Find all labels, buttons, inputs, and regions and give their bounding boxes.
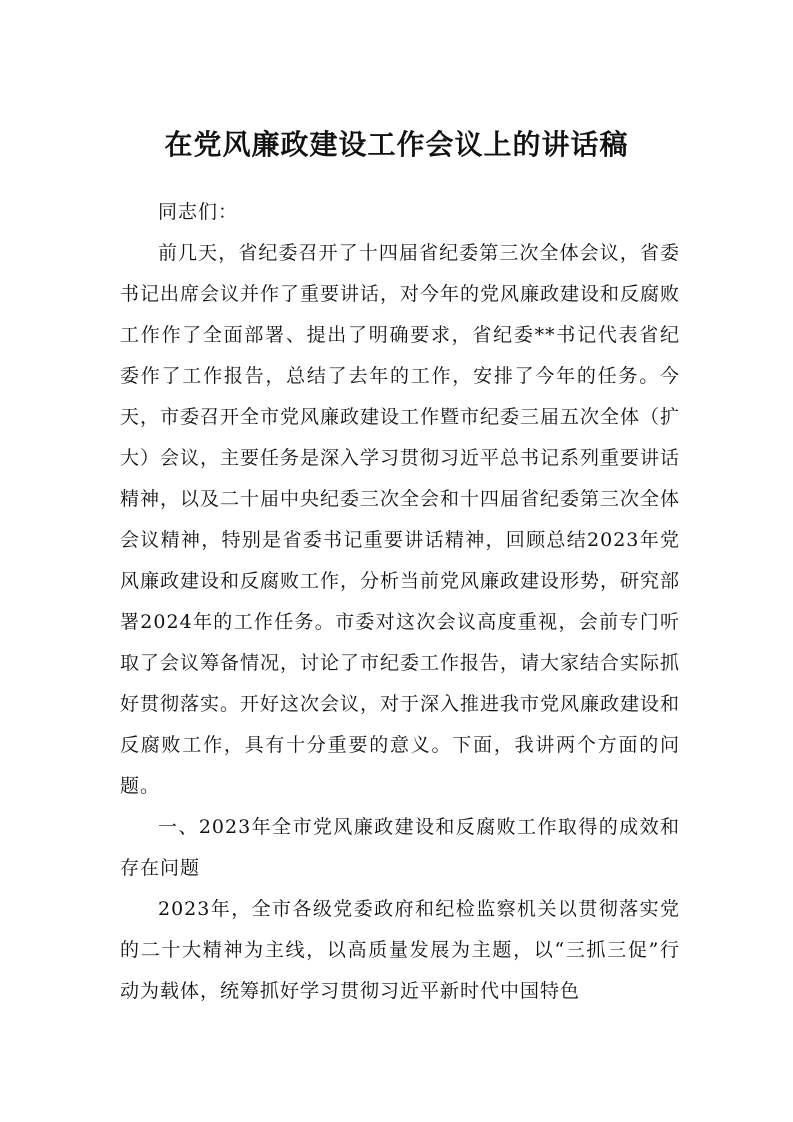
salutation-paragraph: 同志们： — [158, 201, 239, 223]
document-title: 在党风廉政建设工作会议上的讲话稿 — [164, 128, 629, 161]
document-body — [120, 192, 680, 1012]
intro-paragraph: 前几天，省纪委召开了十四届省纪委第三次全体会议，省委书记出席会议并作了重要讲话，对今年的党风廉政建设和反腐败工作作了全面部署、提出了明确要求，省纪委**书记代表省纪委作了工作报告，总结了去年的工作，安排了今年的任务。今天，市委召开全市党风廉政建设工作暨市纪委三届五次全体（扩大）会议，主要任务是深入学习贯彻习近平总书记系列重要讲话精神，以及二十届中央纪委三次全会和十四届省纪委第三次全体会议精神，特别是省委书记重要讲话精神，回顾总结2023年党风廉政建设和反腐败工作，分析当前党风廉政建设形势，研究部署2024年的工作任务。市委对这次会议高度重视，会前专门听取了会议筹备情况，讨论了市纪委工作报告，请大家结合实际抓好贯彻落实。开好这次会议，对于深入推进我市党风廉政建设和反腐败工作，具有十分重要的意义。下面，我讲两个方面的问题。 — [120, 242, 681, 797]
section-heading: 一、2023年全市党风廉政建设和反腐败工作取得的成效和存在问题 — [120, 816, 680, 879]
body-paragraph: 2023年，全市各级党委政府和纪检监察机关以贯彻落实党的二十大精神为主线，以高质量发展为主题，以“三抓三促”行动为载体，统筹抓好学习贯彻习近平新时代中国特色 — [120, 898, 680, 1002]
